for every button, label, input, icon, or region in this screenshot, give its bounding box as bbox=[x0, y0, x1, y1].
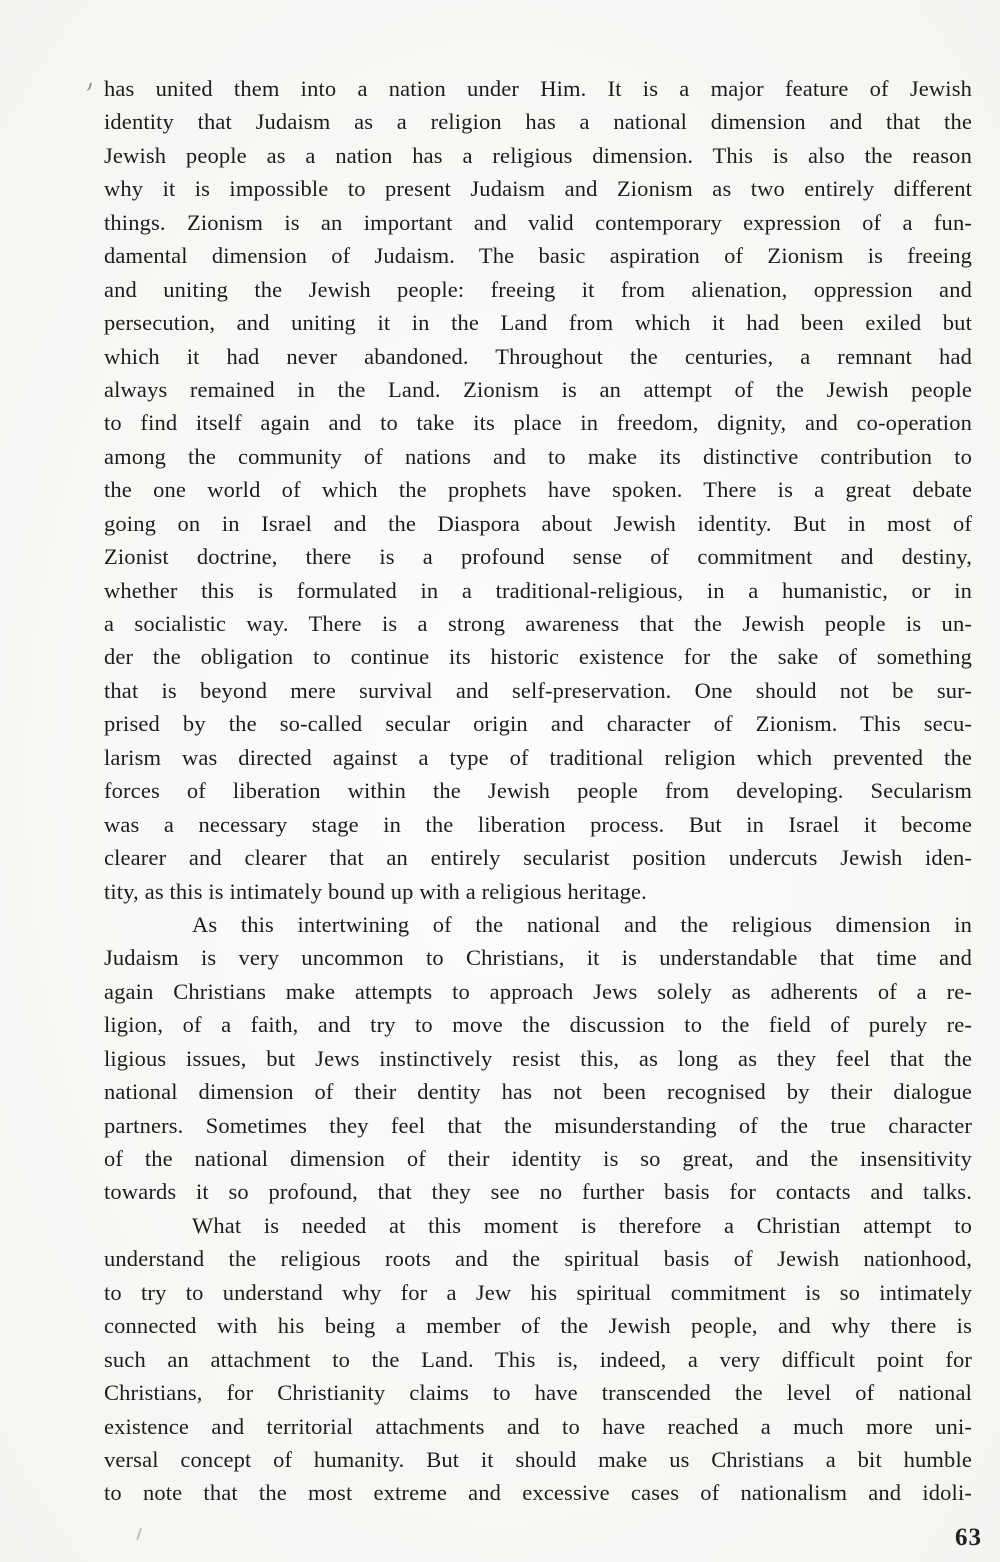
paragraph bbox=[104, 908, 972, 1209]
text-line: to find itself again and to take its place in freedom, dignity, and co-operation bbox=[104, 410, 972, 436]
paragraph bbox=[104, 1209, 972, 1510]
text-line: and uniting the Jewish people: freeing it from alienation, oppression and bbox=[104, 276, 972, 302]
text-line: always remained in the Land. Zionism is an attempt of the Jewish people bbox=[104, 376, 972, 402]
text-line: why it is impossible to present Judaism and Zionism as two entirely different bbox=[104, 176, 972, 202]
text-line: What is needed at this moment is therefore a Christian attempt to bbox=[192, 1212, 972, 1238]
text-line: ligion, of a faith, and try to move the discussion to the field of purely re- bbox=[104, 1012, 972, 1038]
text-line: national dimension of their dentity has not been recognised by their dialogue bbox=[104, 1079, 972, 1105]
text-line: As this intertwining of the national and the religious dimension in bbox=[192, 911, 972, 937]
text-line: a socialistic way. There is a strong awareness that the Jewish people is un- bbox=[104, 611, 972, 636]
text-line: Jewish people as a nation has a religious dimension. This is also the reason bbox=[104, 142, 972, 168]
text-line: connected with his being a member of the Jewish people, and why there is bbox=[104, 1313, 972, 1339]
text-line: towards it so profound, that they see no further basis for contacts and talks. bbox=[104, 1179, 972, 1205]
text-line: partners. Sometimes they feel that the misunderstanding of the true character bbox=[104, 1112, 972, 1138]
text-line: going on in Israel and the Diaspora about Jewish identity. But in most of bbox=[104, 510, 972, 536]
text-line: again Christians make attempts to approach Jews solely as adherents of a re- bbox=[104, 978, 972, 1004]
text-line: has united them into a nation under Him. It is a major feature of Jewish bbox=[104, 76, 972, 101]
text-line: the one world of which the prophets have spoken. There is a great debate bbox=[104, 477, 972, 503]
text-line: identity that Judaism as a religion has a national dimension and that the bbox=[104, 109, 972, 135]
text-line: was a necessary stage in the liberation process. But in Israel it become bbox=[104, 811, 972, 837]
text-line: to note that the most extreme and excessive cases of nationalism and idoli- bbox=[104, 1480, 972, 1506]
text-line: that is beyond mere survival and self-preservation. One should not be sur- bbox=[104, 677, 972, 703]
text-line: prised by the so-called secular origin and character of Zionism. This secu- bbox=[104, 711, 972, 737]
text-line: Christians, for Christianity claims to have transcended the level of national bbox=[104, 1380, 972, 1406]
scan-artifact-mark bbox=[83, 81, 92, 91]
page-text bbox=[104, 72, 972, 1510]
text-line: which it had never abandoned. Throughout the centuries, a remnant had bbox=[104, 343, 972, 369]
paragraph bbox=[104, 72, 972, 908]
text-line: to try to understand why for a Jew his spiritual commitment is so intimately bbox=[104, 1279, 972, 1305]
text-line: existence and territorial attachments and to have reached a much more uni- bbox=[104, 1413, 972, 1439]
text-line: things. Zionism is an important and valid contemporary expression of a fun- bbox=[104, 209, 972, 235]
text-line: understand the religious roots and the spiritual basis of Jewish nationhood, bbox=[104, 1246, 972, 1272]
page-number: 63 bbox=[955, 1524, 982, 1551]
text-line: Judaism is very uncommon to Christians, it is understandable that time and bbox=[104, 945, 972, 971]
text-line: among the community of nations and to make its distinctive contribution to bbox=[104, 443, 972, 469]
text-line: such an attachment to the Land. This is, indeed, a very difficult point for bbox=[104, 1346, 972, 1372]
text-line: larism was directed against a type of traditional religion which prevented the bbox=[104, 744, 972, 770]
text-line: ligious issues, but Jews instinctively resist this, as long as they feel that the bbox=[104, 1045, 972, 1071]
text-line: forces of liberation within the Jewish people from developing. Secularism bbox=[104, 778, 972, 804]
text-line: of the national dimension of their identity is so great, and the insensitivity bbox=[104, 1146, 972, 1171]
text-line: versal concept of humanity. But it should make us Christians a bit humble bbox=[104, 1446, 972, 1472]
text-line: clearer and clearer that an entirely secularist position undercuts Jewish iden- bbox=[104, 845, 972, 871]
scan-artifact-mark bbox=[136, 1528, 142, 1540]
text-line: whether this is formulated in a traditional-religious, in a humanistic, or in bbox=[104, 577, 972, 603]
text-line: damental dimension of Judaism. The basic aspiration of Zionism is freeing bbox=[104, 243, 972, 269]
text-line: persecution, and uniting it in the Land from which it had been exiled but bbox=[104, 310, 972, 336]
text-line: tity, as this is intimately bound up with a religious heritage. bbox=[104, 878, 647, 904]
text-line: Zionist doctrine, there is a profound sense of commitment and destiny, bbox=[104, 544, 972, 570]
text-line: der the obligation to continue its historic existence for the sake of something bbox=[104, 644, 972, 670]
